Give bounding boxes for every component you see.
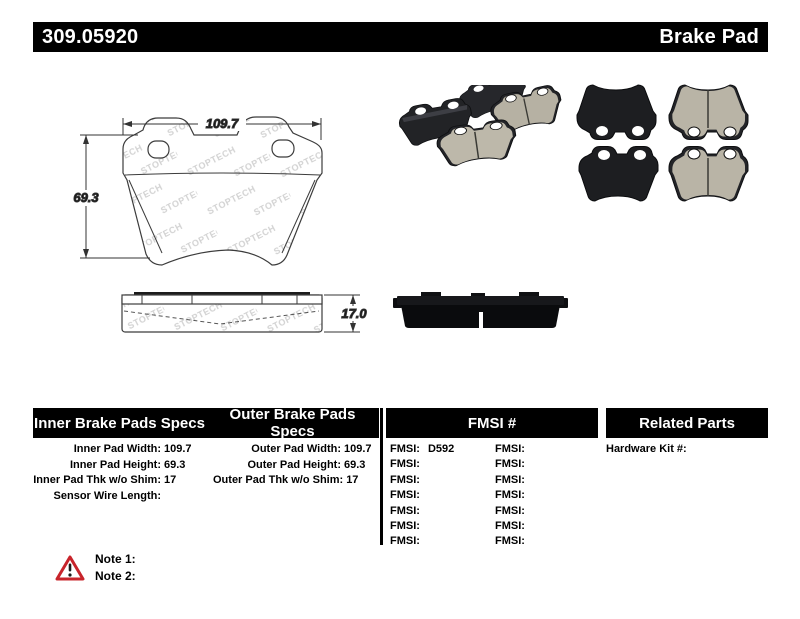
fmsi-row: [495, 504, 533, 519]
technical-drawing: [50, 85, 390, 355]
spec-label: Outer Pad Width:: [251, 443, 341, 455]
fmsi-label: FMSI:: [390, 489, 420, 502]
mounting-hole-left: [148, 141, 169, 158]
spec-value: 109.7: [164, 443, 192, 455]
fmsi-label: FMSI:: [495, 443, 525, 455]
fmsi-label: FMSI:: [495, 504, 525, 517]
spec-label: Sensor Wire Length:: [53, 489, 161, 502]
spec-row: [33, 473, 208, 489]
note-2-label: Note 2:: [95, 569, 136, 583]
spec-label: Inner Pad Height:: [69, 458, 161, 471]
fmsi-label: FMSI:: [495, 458, 525, 471]
mounting-hole-right: [272, 140, 294, 157]
outer-specs-column: [213, 442, 388, 489]
fmsi-row: [495, 473, 533, 488]
notes-block: [95, 551, 136, 585]
pad-profile-photo: [393, 286, 568, 336]
fmsi-label: FMSI:: [390, 443, 420, 455]
spec-row: [213, 442, 388, 458]
fmsi-label: FMSI:: [390, 520, 420, 533]
pads-angled-photo: [393, 85, 568, 180]
width-dimension-label: 109.7: [205, 116, 239, 131]
fmsi-label: FMSI:: [390, 473, 420, 486]
related-parts-header: Related Parts: [606, 408, 768, 438]
warning-icon: [55, 554, 85, 583]
related-label: Hardware Kit #:: [606, 443, 687, 455]
spec-value: 109.7: [344, 443, 372, 455]
fmsi-row: [495, 488, 533, 503]
header-bar: [33, 22, 768, 52]
inner-specs-column: [33, 442, 208, 504]
related-parts-column: [606, 442, 695, 458]
pads-flat-photo: [575, 82, 750, 204]
side-view: [122, 292, 322, 332]
fmsi-row: [390, 488, 454, 503]
fmsi-row: [390, 504, 454, 519]
pad-friction-top: [669, 85, 748, 140]
fmsi-label: FMSI:: [390, 458, 420, 471]
spec-label: Outer Pad Height:: [247, 458, 341, 471]
fmsi-row: [495, 442, 533, 457]
pad-backing-top: [577, 85, 656, 140]
outer-specs-header: Outer Brake Pads Specs: [229, 406, 356, 440]
note-row: [95, 551, 136, 568]
thickness-dimension-label: 17.0: [341, 306, 367, 321]
product-title: Brake Pad: [659, 25, 759, 48]
fmsi-label: FMSI:: [495, 489, 525, 502]
front-view: [123, 117, 322, 265]
fmsi-label: FMSI:: [495, 473, 525, 486]
inner-specs-header: Inner Brake Pads Specs: [34, 414, 205, 432]
spec-row: [33, 489, 208, 505]
note-row: [95, 568, 136, 585]
fmsi-label: FMSI:: [390, 504, 420, 517]
fmsi-row: [390, 534, 454, 549]
thickness-dimension: [324, 295, 375, 332]
spec-value: 17: [346, 474, 359, 486]
height-dimension-label: 69.3: [73, 190, 99, 205]
fmsi-row: [390, 473, 454, 488]
fmsi-column-1: [390, 442, 454, 550]
fmsi-value: D592: [427, 443, 455, 455]
spec-label: Inner Pad Width:: [73, 443, 161, 455]
spec-row: [33, 458, 208, 474]
note-1-label: Note 1:: [95, 552, 136, 566]
spec-row: [213, 458, 388, 474]
fmsi-row: [495, 519, 533, 534]
fmsi-row: [390, 442, 454, 457]
spec-label: Outer Pad Thk w/o Shim:: [213, 474, 344, 486]
pad-backing-bottom: [579, 147, 658, 202]
spec-value: 69.3: [164, 458, 186, 471]
fmsi-row: [495, 457, 533, 472]
spec-label: Inner Pad Thk w/o Shim:: [33, 474, 161, 486]
fmsi-label: FMSI:: [495, 520, 525, 533]
specs-header-bar: [33, 408, 379, 438]
fmsi-column-2: [495, 442, 533, 550]
part-number: 309.05920: [42, 25, 139, 48]
fmsi-label: FMSI:: [390, 535, 420, 548]
spec-value: 69.3: [344, 458, 366, 471]
fmsi-row: [390, 519, 454, 534]
fmsi-label: FMSI:: [495, 535, 525, 548]
fmsi-row: [495, 534, 533, 549]
fmsi-row: [390, 457, 454, 472]
spec-value: 17: [164, 474, 177, 486]
pad-friction-bottom: [669, 147, 748, 202]
related-row: [606, 442, 695, 458]
spec-row: [33, 442, 208, 458]
fmsi-header: FMSI #: [386, 408, 598, 438]
spec-row: [213, 473, 388, 489]
